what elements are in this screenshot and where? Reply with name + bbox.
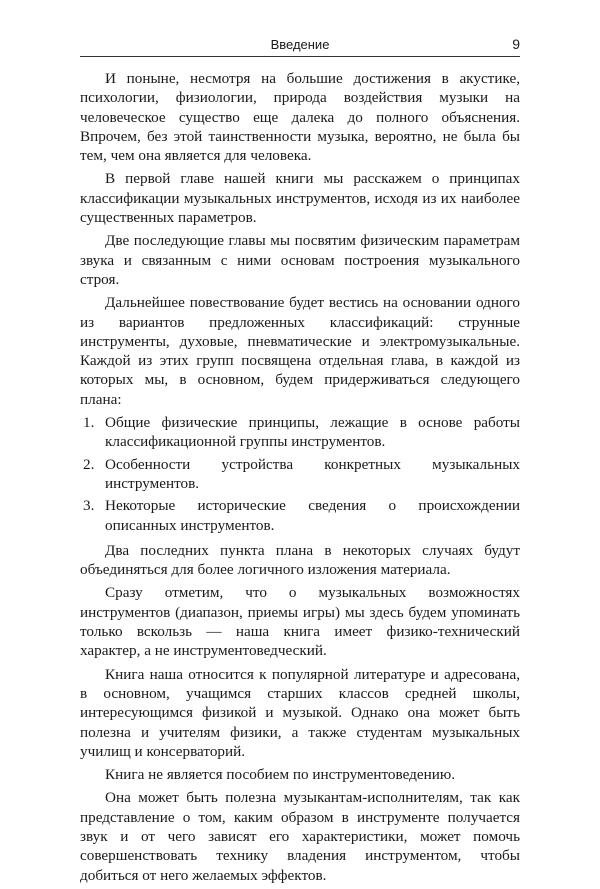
plan-list: [80, 413, 520, 535]
paragraph: Две последующие главы мы посвятим физическим параметрам звука и связанным с ними основам построения музыкального строя.: [80, 232, 520, 288]
list-item-text: Некоторые исторические сведения о происхождении описанных инструментов.: [105, 497, 520, 534]
paragraph: Книга наша относится к популярной литературе и адресована, в основном, учащимся старших классов средней школы, интересующимся физикой и музыкой. Однако она может быть полезна и учителям физики, а также студентам музыкальных училищ и консерваторий.: [80, 665, 520, 760]
page-body: [80, 69, 520, 889]
header-divider: [80, 56, 520, 57]
list-item: [80, 413, 520, 452]
paragraph: Книга не является пособием по инструментоведению.: [105, 766, 455, 784]
list-item-number: 2.: [83, 455, 95, 473]
paragraph: И поныне, несмотря на большие достижения в акустике, психологии, физиологии, природа воздействия музыки на человеческое существо еще далека до полного объяснения. Впрочем, без этой таинственности музыка, вероятно, не была бы тем, чем она является для человека.: [80, 70, 520, 165]
paragraph: Сразу отметим, что о музыкальных возможностях инструментов (диапазон, приемы игры) мы здесь будем упоминать только вскользь — наша книга имеет физико-технический характер, а не инструментоведческий.: [80, 584, 520, 660]
list-item: [80, 496, 520, 535]
running-header: [80, 35, 520, 57]
list-item-number: 3.: [83, 497, 95, 515]
list-item: [80, 455, 520, 494]
page-number: 9: [512, 36, 520, 52]
list-item-text: Общие физические принципы, лежащие в основе работы классификационной группы инструментов.: [105, 414, 520, 451]
list-item-number: 1.: [83, 414, 95, 432]
list-item-text: Особенности устройства конкретных музыкальных инструментов.: [105, 455, 520, 492]
paragraph: Дальнейшее повествование будет вестись на основании одного из вариантов предложенных классификаций: струнные инструменты, духовые, пневматические и электромузыкальные. Каждой из этих групп посвящена отдельная глава, в каждой из которых мы, в основном, будем придерживаться следующего плана:: [80, 294, 520, 408]
chapter-title: Введение: [270, 37, 330, 52]
paragraph: Она может быть полезна музыкантам-исполнителям, так как представление о том, каким образом в инструменте получается звук и от чего зависят его характеристики, может помочь совершенствовать технику владения инструментом, чтобы добиться от него желаемых эффектов.: [80, 789, 520, 884]
paragraph: Два последних пункта плана в некоторых случаях будут объединяться для более логичного изложения материала.: [80, 541, 520, 579]
paragraph: В первой главе нашей книги мы расскажем о принципах классификации музыкальных инструментов, исходя из их наиболее существенных параметров.: [80, 170, 520, 227]
